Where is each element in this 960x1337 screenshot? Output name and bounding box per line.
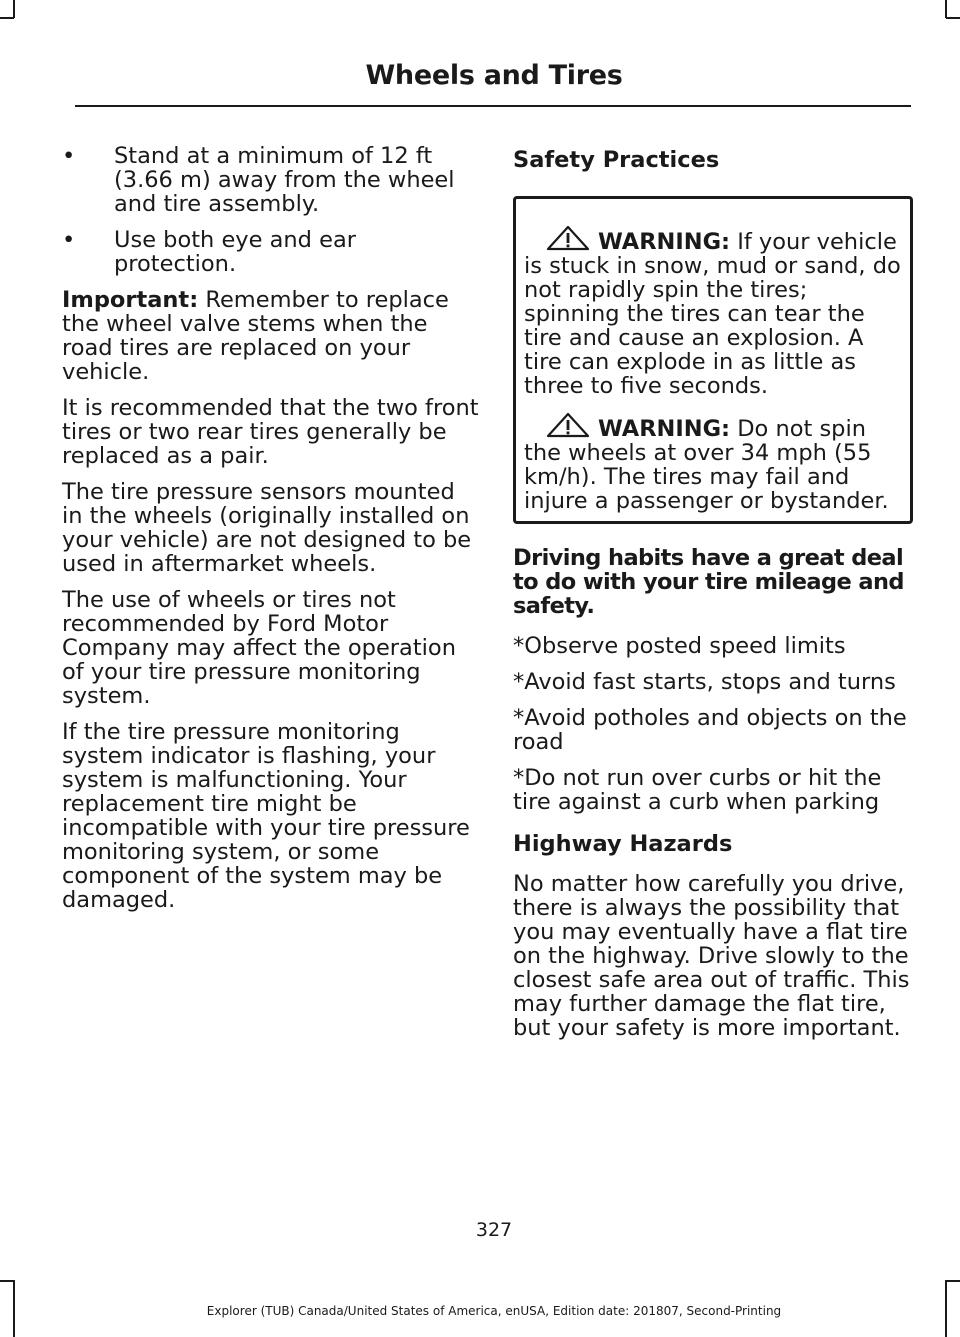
tip-item: *Observe posted speed limits (513, 633, 846, 659)
warning-triangle-icon (544, 412, 592, 438)
crop-mark (945, 0, 947, 18)
paragraph: It is recommended that the two front tires or two rear tires generally be replaced as a pair. (62, 395, 479, 469)
page-footer: Explorer (TUB) Canada/United States of America, enUSA, Edition date: 201807, Second-Printing (206, 1304, 782, 1318)
paragraph: The use of wheels or tires not recommended by Ford Motor Company may affect the operation of your tire pressure monitoring system. (62, 587, 456, 709)
warning-box (513, 196, 913, 524)
tip-item: *Do not run over curbs or hit the tire against a curb when parking (513, 765, 882, 815)
safety-practices-heading: Safety Practices (513, 147, 720, 173)
page-number: 327 (475, 1219, 513, 1241)
warning-item (524, 412, 904, 513)
page-header-title: Wheels and Tires (365, 60, 623, 91)
paragraph: The tire pressure sensors mounted in the wheels (originally installed on your vehicle) are not designed to be used in aftermarket wheels. (62, 479, 472, 577)
crop-mark (0, 17, 14, 19)
important-text: Remember to replace the wheel valve stems when the road tires are replaced on your vehicle. (62, 287, 449, 385)
warning-label: WARNING: (598, 229, 731, 255)
paragraph: If the tire pressure monitoring system indicator is flashing, your system is malfunctioning. Your replacement tire might be incompatible with your tire pressure monitoring system, or some component of the system may be damaged. (62, 719, 470, 913)
crop-mark (13, 0, 15, 18)
tip-item: *Avoid potholes and objects on the road (513, 705, 907, 755)
right-column (513, 144, 913, 1052)
bullet-text: Use both eye and ear protection. (114, 227, 356, 277)
bullet-text: Stand at a minimum of 12 ft (3.66 m) away from the wheel and tire assembly. (114, 143, 455, 217)
crop-mark (946, 17, 960, 19)
warning-text: Do not spin the wheels at over 34 mph (55 km/h). The tires may fail and injure a passenger or bystander. (524, 416, 889, 514)
warning-text: If your vehicle is stuck in snow, mud or sand, do not rapidly spin the tires; spinning the tires can tear the tire and cause an explosion. A tire can explode in as little as three to five seconds. (524, 229, 901, 399)
crop-mark (0, 1280, 14, 1282)
header-divider (75, 105, 911, 107)
important-note (62, 288, 480, 384)
warning-label: WARNING: (598, 416, 731, 442)
important-label: Important: (62, 287, 199, 313)
left-column (62, 144, 480, 924)
warning-item (524, 225, 904, 398)
warning-triangle-icon (544, 225, 592, 251)
bullet-item (62, 228, 480, 276)
highway-hazards-heading: Highway Hazards (513, 831, 733, 857)
bullet-glyph: • (62, 227, 76, 253)
driving-habits-heading: Driving habits have a great deal to do with your tire mileage and safety. (513, 545, 904, 619)
bullet-glyph: • (62, 143, 76, 169)
bullet-item (62, 144, 480, 216)
highway-hazards-text: No matter how carefully you drive, there is always the possibility that you may eventually have a flat tire on the highway. Drive slowly to the closest safe area out of traffic. This may further damage the flat tire, but your safety is more important. (513, 871, 910, 1041)
tip-item: *Avoid fast starts, stops and turns (513, 669, 896, 695)
crop-mark (946, 1280, 960, 1282)
